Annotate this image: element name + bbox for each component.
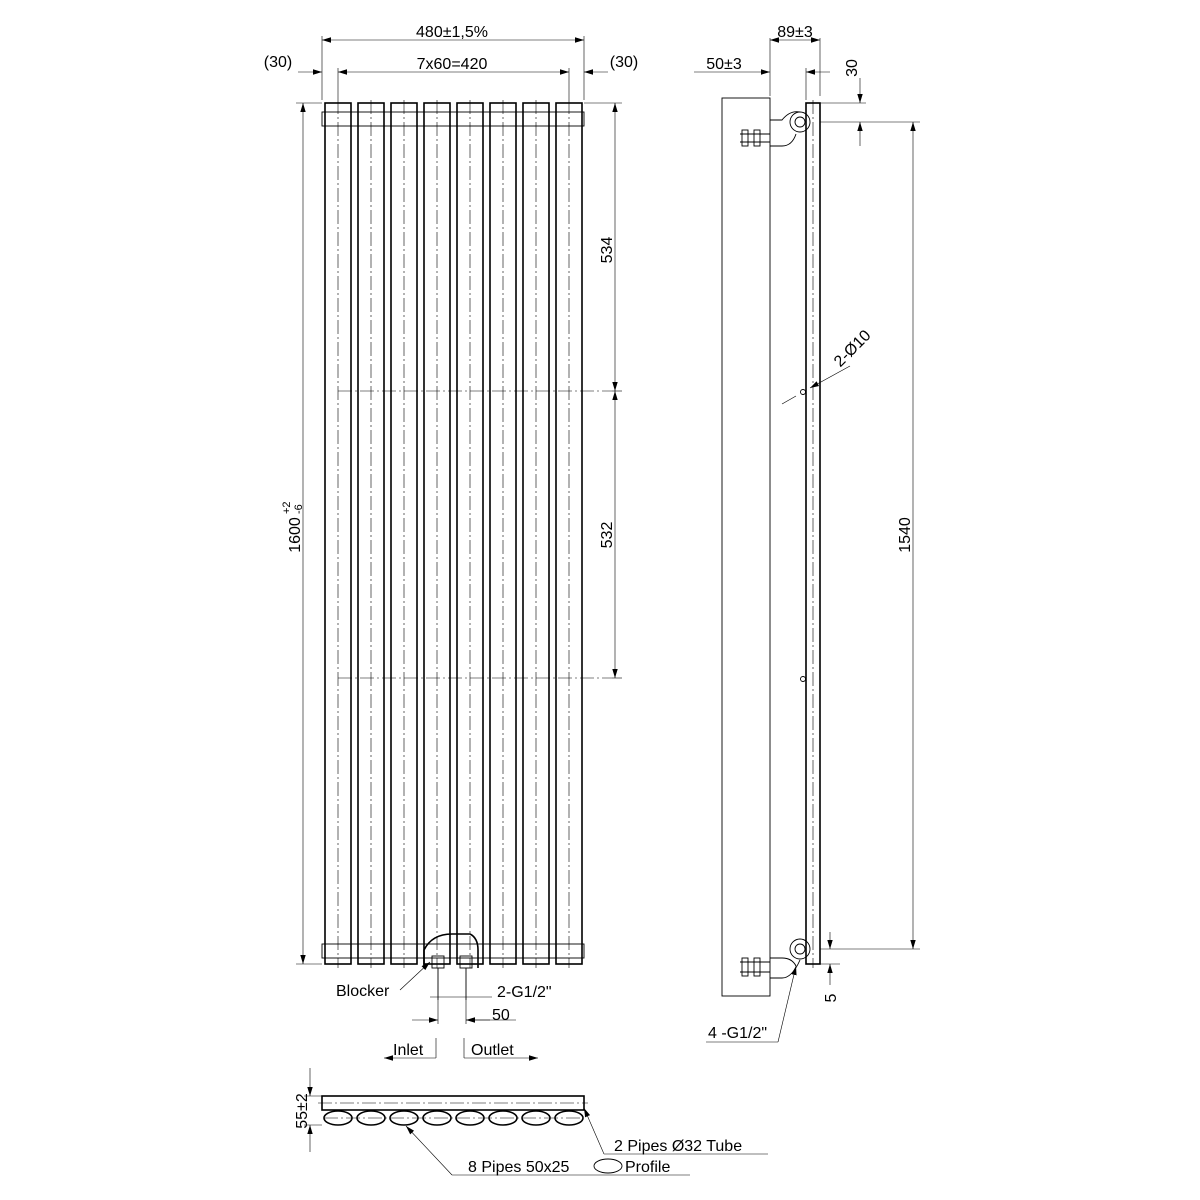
upper-section-dim: 534 bbox=[599, 236, 616, 264]
inlet-label: Inlet bbox=[393, 1042, 424, 1059]
tube-centerlines bbox=[338, 100, 569, 968]
top-offset-dim: 30 bbox=[844, 59, 861, 77]
fixing-holes-label: 2-Ø10 bbox=[831, 327, 875, 371]
right-offset-dim: (30) bbox=[609, 54, 639, 71]
overall-depth-dim: 89±3 bbox=[777, 24, 813, 41]
profile-tubes bbox=[324, 1111, 583, 1125]
side-view bbox=[694, 24, 920, 1042]
fixing-hole bbox=[801, 677, 806, 682]
profile-depth-dim: 55±2 bbox=[294, 1093, 311, 1129]
middle-section-dim: 532 bbox=[599, 521, 616, 549]
wall-clearance-dim: 50±3 bbox=[706, 56, 742, 73]
top-bracket bbox=[740, 112, 810, 146]
outlet-label: Outlet bbox=[471, 1042, 514, 1059]
connection-label: 2-G1/2" bbox=[497, 984, 552, 1001]
profile-word: Profile bbox=[625, 1159, 671, 1176]
round-pipes-label: 2 Pipes Ø32 Tube bbox=[614, 1138, 743, 1155]
connection-spacing-dim: 50 bbox=[492, 1007, 510, 1024]
side-connections-label: 4 -G1/2" bbox=[708, 1025, 768, 1042]
top-manifold bbox=[322, 112, 584, 126]
bottom-offset-dim: 5 bbox=[823, 993, 840, 1003]
front-view bbox=[264, 24, 638, 1059]
blocker-label: Blocker bbox=[336, 983, 390, 1000]
height-dim-tol-lower: -6 bbox=[293, 504, 305, 514]
height-dim-value: 1600 bbox=[287, 517, 304, 553]
brick-wall bbox=[722, 98, 770, 996]
height-dim bbox=[281, 501, 305, 552]
pitch-dim: 7x60=420 bbox=[416, 56, 488, 73]
profile-view bbox=[294, 1068, 768, 1176]
flat-tubes bbox=[325, 103, 582, 964]
bottom-manifold bbox=[322, 944, 584, 958]
fixing-hole bbox=[801, 390, 806, 395]
bottom-bracket bbox=[740, 939, 810, 978]
bracket-span-dim: 1540 bbox=[897, 517, 914, 553]
overall-width-dim: 480±1,5% bbox=[416, 24, 488, 41]
left-offset-dim: (30) bbox=[263, 54, 293, 71]
oval-profile-icon bbox=[594, 1159, 622, 1173]
height-dim-tol-upper: +2 bbox=[281, 501, 293, 514]
flat-pipes-label: 8 Pipes 50x25 bbox=[468, 1159, 570, 1176]
